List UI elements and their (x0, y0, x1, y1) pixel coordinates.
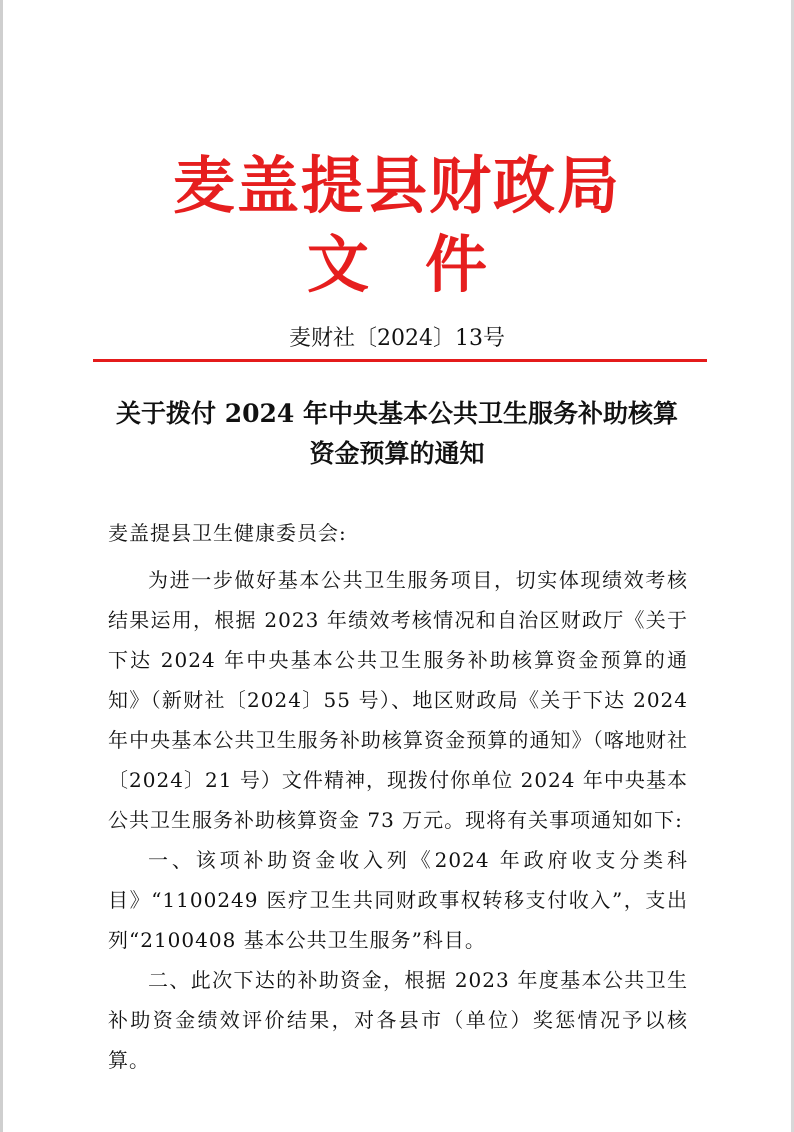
notice-body (108, 560, 688, 1080)
notice-title-line-1: 关于拨付 2024 年中央基本公共卫生服务补助核算 (116, 399, 678, 428)
red-separator-line (93, 359, 707, 362)
document-number: 麦财社〔2024〕13号 (289, 326, 505, 351)
notice-title-line-2: 资金预算的通知 (309, 439, 485, 468)
addressee: 麦盖提县卫生健康委员会: (108, 521, 347, 545)
notice-title (60, 394, 734, 474)
document-type-title: 文件 (306, 228, 543, 301)
paragraph-item-1: 一、该项补助资金收入列《2024 年政府收支分类科目》“1100249 医疗卫生共同财政事权转移支付收入”，支出列“2100408 基本公共卫生服务”科目。 (108, 848, 688, 952)
issuing-agency-title: 麦盖提县财政局 (172, 149, 621, 222)
paragraph-intro: 为进一步做好基本公共卫生服务项目，切实体现绩效考核结果运用，根据 2023 年绩效考核情况和自治区财政厅《关于下达 2024 年中央基本公共卫生服务补助核算资金预算的通知》（新财社〔2024〕55 号）、地区财政局《关于下达 2024 年中央基本公共卫生服务补助核算资金预算的通知》（喀地财社〔2024〕21 号）文件精神，现拨付你单位 2024 年中央基本公共卫生服务补助核算资金 73 万元。现将有关事项通知如下: (108, 568, 688, 832)
paragraph-item-2: 二、此次下达的补助资金，根据 2023 年度基本公共卫生补助资金绩效评价结果，对各县市（单位）奖惩情况予以核算。 (108, 968, 688, 1072)
